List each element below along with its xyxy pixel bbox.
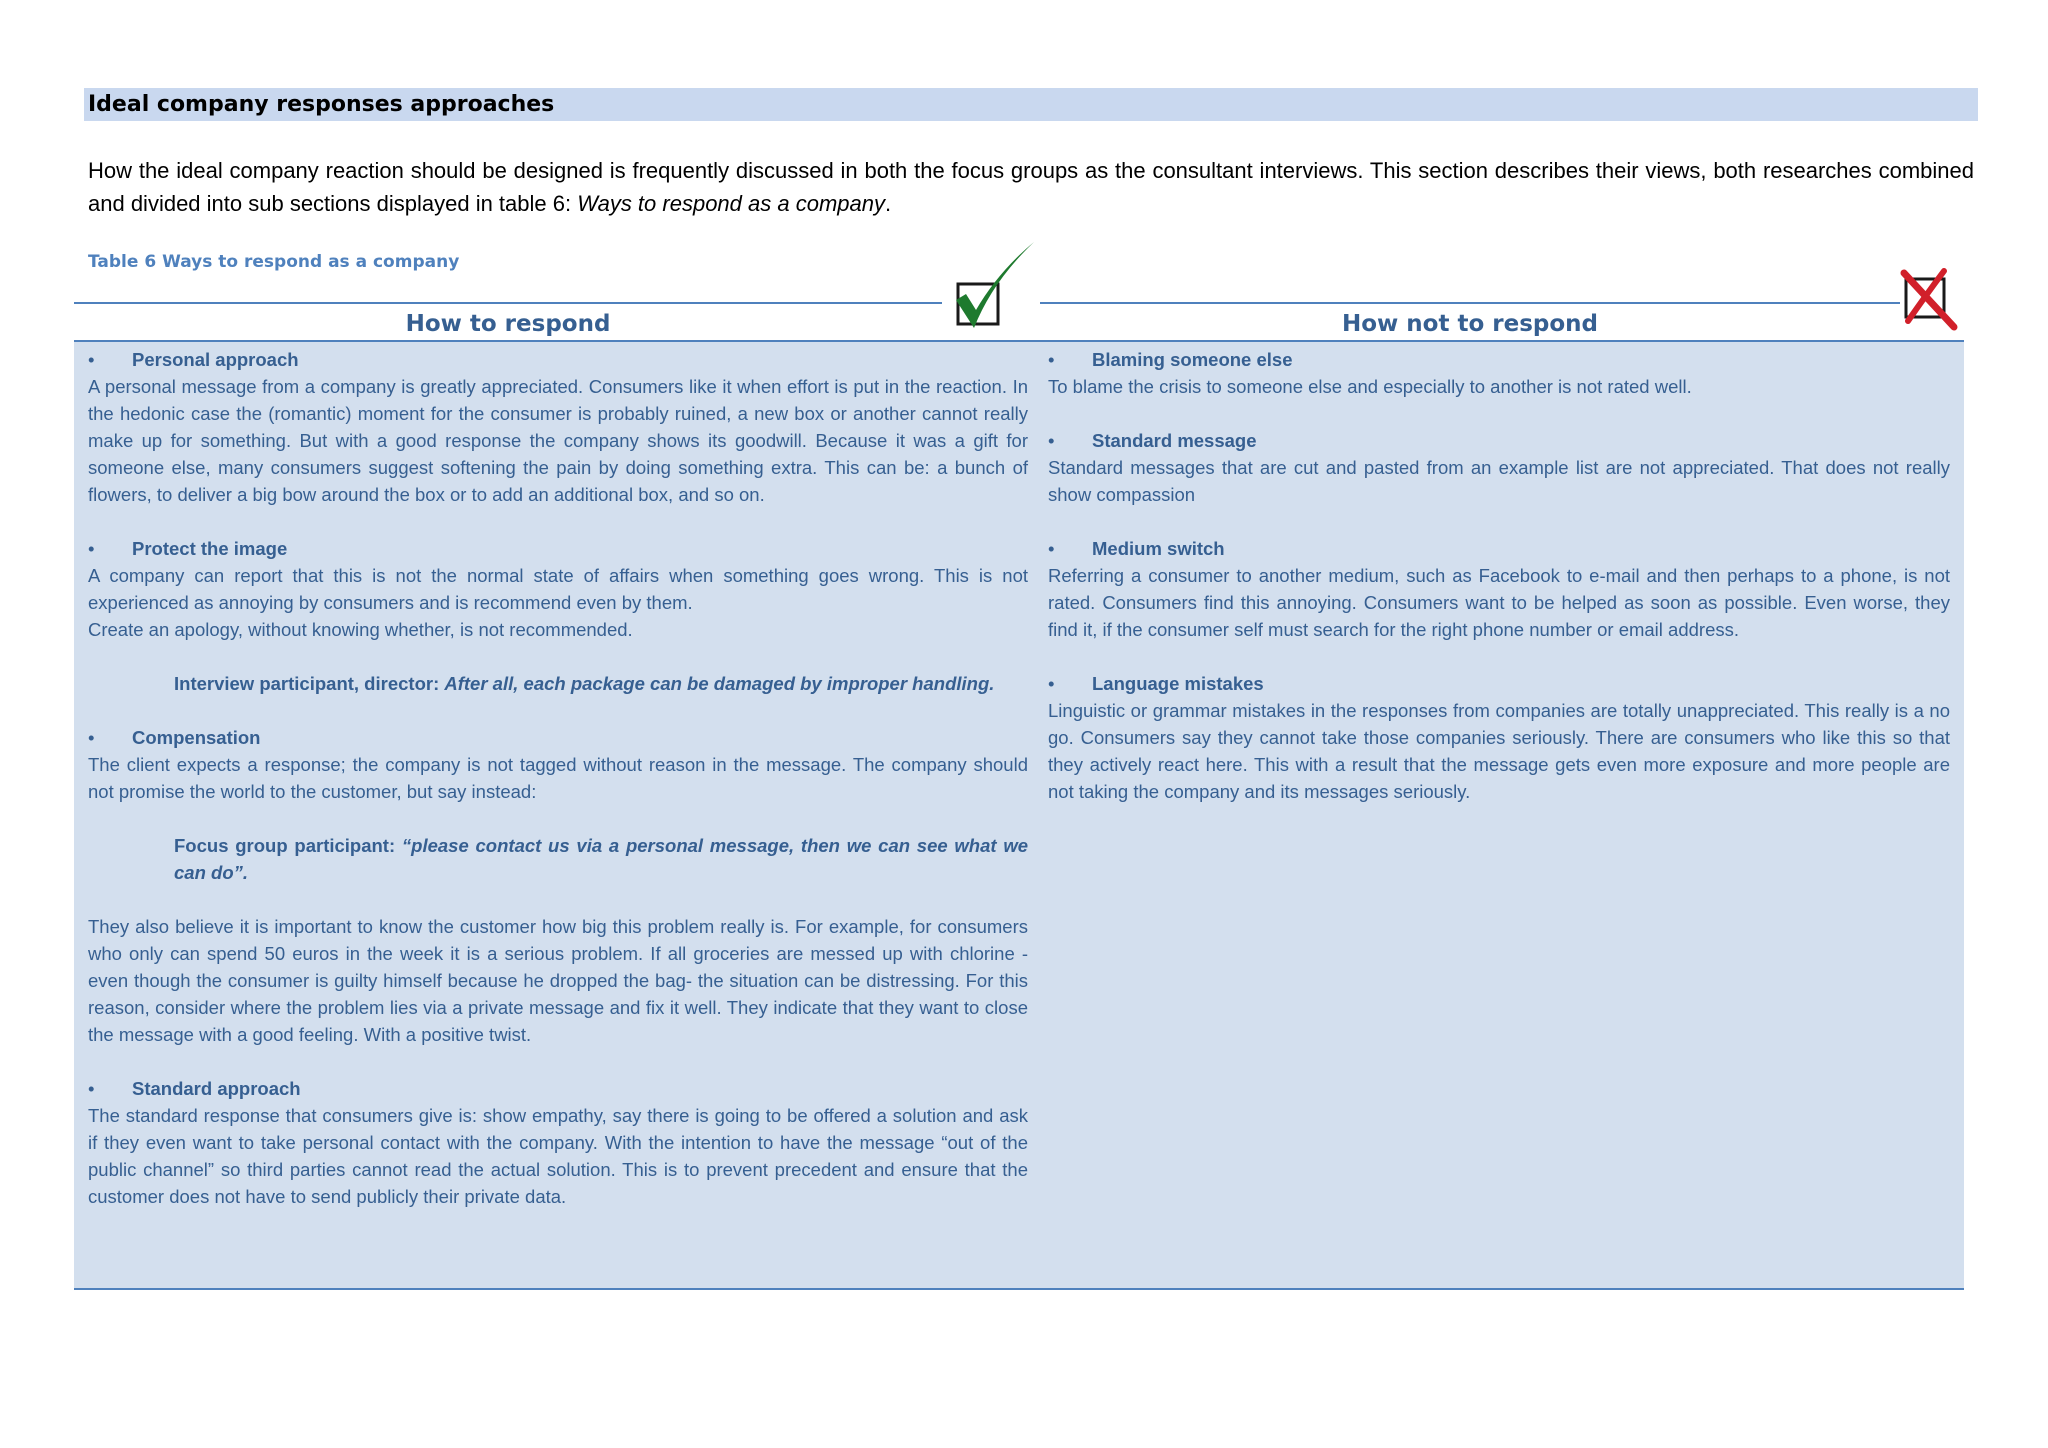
column-header-how-to-respond: How to respond [74,302,942,342]
bullet-medium-switch: • Medium switch [1048,535,1950,562]
standard-approach-text: The standard response that consumers give is: show empathy, say there is going to be offered a solution and ask if they even want to take personal contact with the company. With the intention to have the message “out of the public channel” so third parties cannot read the actual solution. This is to prevent precedent and ensure that the customer does not have to send publicly their private data. [88,1105,1028,1207]
intro-paragraph [88,154,1974,220]
intro-table-reference: Ways to respond as a company [577,191,885,216]
bullet-protect-image: • Protect the image [88,535,1028,562]
language-mistakes-text: Linguistic or grammar mistakes in the responses from companies are totally unappreciated. This really is a no go. Consumers say they cannot take those companies seriously. There are consumers who like this so that they actively react here. This with a result that the message gets even more exposure and more people are not taking the company and its messages seriously. [1048,700,1950,802]
problem-size-text: They also believe it is important to know the customer how big this problem really is. For example, for consumers who only can spend 50 euros in the week it is a serious problem. If all groceries are messed up with chlorine - even though the consumer is guilty himself because he dropped the bag- the situation can be distressing. For this reason, consider where the problem lies via a private message and fix it well. They indicate that they want to close the message with a good feeling. With a positive twist. [88,916,1028,1045]
how-not-to-respond-column [1048,346,1950,805]
standard-message-text: Standard messages that are cut and pasted from an example list are not appreciated. That does not really show compassion [1048,457,1950,505]
intro-end: . [884,191,892,216]
protect-image-text: A company can report that this is not the normal state of affairs when something goes wrong. This is not experienced as annoying by consumers and is recommend even by them. [88,565,1028,613]
bullet-blaming: • Blaming someone else [1048,346,1950,373]
medium-switch-text: Referring a consumer to another medium, such as Facebook to e-mail and then perhaps to a phone, is not rated. Consumers find this annoying. Consumers want to be helped as soon as possible. Even worse, they find it, if the consumer self must search for the right phone number or email address. [1048,565,1950,640]
responses-table [74,340,1964,1290]
bullet-language-mistakes: • Language mistakes [1048,670,1950,697]
how-to-respond-column [88,346,1028,1210]
quote-text: After all, each package can be damaged by improper handling. [444,673,995,694]
quote-speaker: Focus group participant: [174,835,402,856]
personal-approach-text: A personal message from a company is greatly appreciated. Consumers like it when effort is put in the reaction. In the hedonic case the (romantic) moment for the consumer is probably ruined, a new box or another cannot really make up for something. But with a good response the company shows its goodwill. Because it was a gift for someone else, many consumers suggest softening the pain by doing something extra. This can be: a bunch of flowers, to deliver a big bow around the box or to add an additional box, and so on. [88,376,1028,505]
blaming-text: To blame the crisis to someone else and especially to another is not rated well. [1048,376,1692,397]
cross-icon [1892,265,1962,335]
compensation-text: The client expects a response; the company is not tagged without reason in the message. The company should not promise the world to the customer, but say instead: [88,754,1028,802]
bullet-standard-approach: • Standard approach [88,1075,1028,1102]
bullet-personal-approach: • Personal approach [88,346,1028,373]
column-header-how-not-to-respond: How not to respond [1040,302,1900,342]
focus-group-quote [174,832,1028,886]
bullet-compensation: • Compensation [88,724,1028,751]
checkmark-icon [940,242,1040,342]
table-caption: Table 6 Ways to respond as a company [88,252,460,272]
section-heading: Ideal company responses approaches [84,88,1978,121]
quote-speaker: Interview participant, director: [174,673,445,694]
intro-text: How the ideal company reaction should be designed is frequently discussed in both the focus groups as the consultant interviews. This section describes their views, both researches combined and divided into sub sections displayed in table 6: [88,158,1974,216]
bullet-standard-message: • Standard message [1048,427,1950,454]
interview-quote [174,670,1028,697]
protect-image-apology-text: Create an apology, without knowing whether, is not recommended. [88,619,633,640]
quote-text: “please contact us via a personal message, then we can see what we can do”. [174,835,1028,883]
